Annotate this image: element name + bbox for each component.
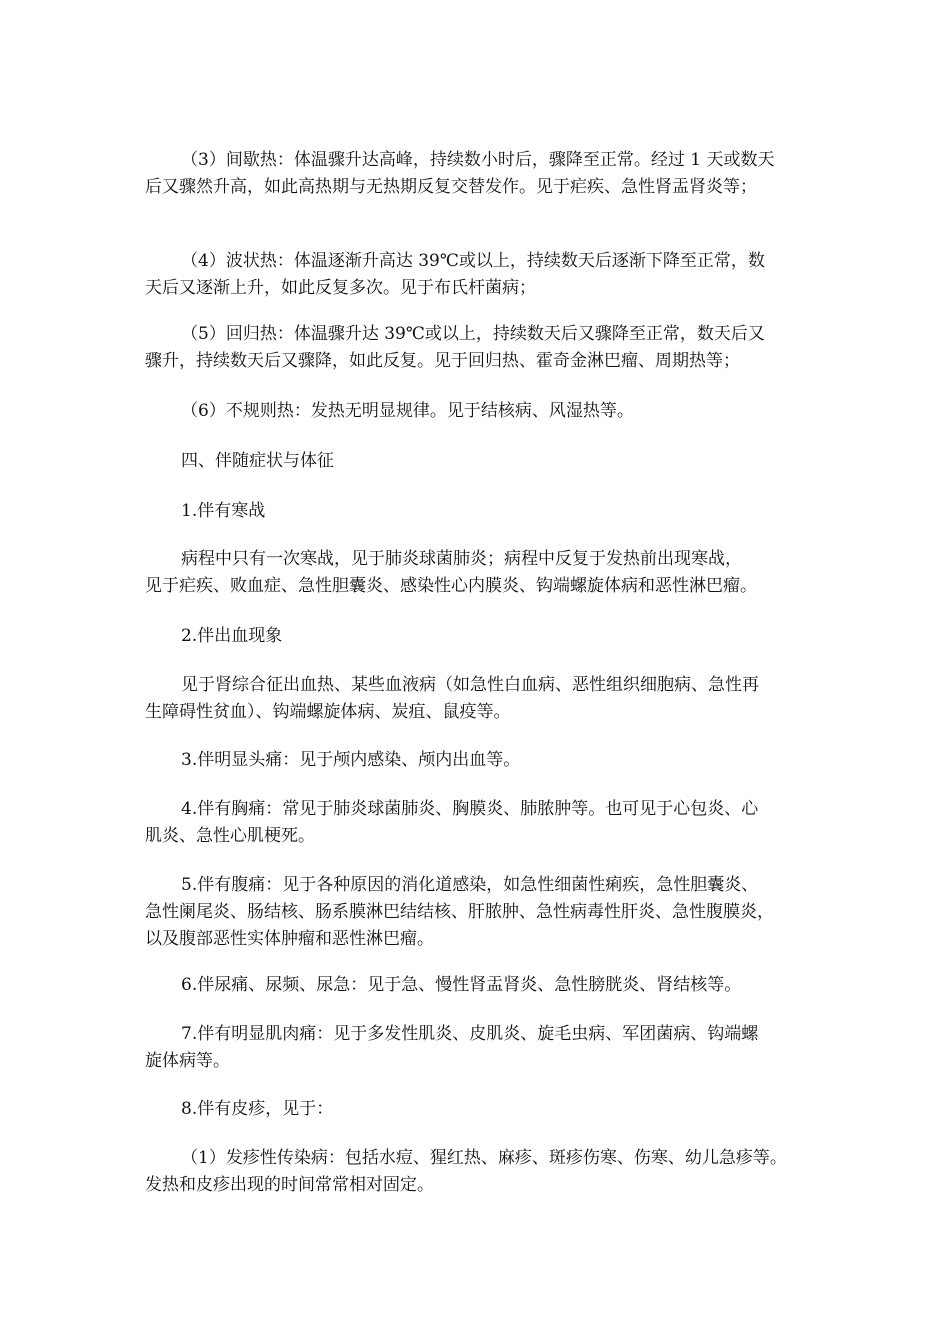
text-line: （5）回归热：体温骤升达 39℃或以上，持续数天后又骤降至正常，数天后又 [181,324,765,344]
text-line: 见于疟疾、败血症、急性胆囊炎、感染性心内膜炎、钩端螺旋体病和恶性淋巴瘤。 [145,576,757,596]
paragraph-muscle-pain [145,1021,810,1075]
paragraph-bleeding [145,672,810,726]
text-line: （4）波状热：体温逐渐升高达 39℃或以上，持续数天后逐渐下降至正常，数 [181,251,765,271]
paragraph-urinary [145,972,810,999]
text-line: 急性阑尾炎、肠结核、肠系膜淋巴结结核、肝脓肿、急性病毒性肝炎、急性腹膜炎， [145,902,774,922]
text-line: 3.伴明显头痛：见于颅内感染、颅内出血等。 [181,750,521,770]
subheading: 2.伴出血现象 [181,626,283,646]
text-line: 天后又逐渐上升，如此反复多次。见于布氏杆菌病； [145,278,536,298]
text-line: （3）间歇热：体温骤升达高峰，持续数小时后，骤降至正常。经过 1 天或数天 [181,150,775,170]
text-line: 见于肾综合征出血热、某些血液病（如急性白血病、恶性组织细胞病、急性再 [181,675,759,695]
subheading-chills [145,498,810,525]
text-line: 5.伴有腹痛：见于各种原因的消化道感染，如急性细菌性痢疾，急性胆囊炎、 [181,875,759,895]
text-line: 肌炎、急性心肌梗死。 [145,826,315,846]
section-heading: 四、伴随症状与体征 [181,451,334,471]
subheading-bleeding [145,623,810,650]
paragraph-headache [145,747,810,774]
paragraph-undulant-fever [145,248,810,302]
subheading: 8.伴有皮疹，见于： [181,1099,334,1119]
text-line: （1）发疹性传染病：包括水痘、猩红热、麻疹、斑疹伤寒、伤寒、幼儿急疹等。 [181,1148,787,1168]
text-line: 7.伴有明显肌肉痛：见于多发性肌炎、皮肌炎、旋毛虫病、军团菌病、钩端螺 [181,1024,759,1044]
paragraph-relapsing-fever [145,321,810,375]
text-line: 以及腹部恶性实体肿瘤和恶性淋巴瘤。 [145,929,434,949]
text-line: 旋体病等。 [145,1051,230,1071]
paragraph-chest-pain [145,796,810,850]
text-line: 骤升，持续数天后又骤降，如此反复。见于回归热、霍奇金淋巴瘤、周期热等； [145,351,740,371]
subheading-rash [145,1096,810,1123]
text-line: 4.伴有胸痛：常见于肺炎球菌肺炎、胸膜炎、肺脓肿等。也可见于心包炎、心 [181,799,759,819]
paragraph-chills [145,546,810,600]
text-line: （6）不规则热：发热无明显规律。见于结核病、风湿热等。 [181,401,634,421]
text-line: 发热和皮疹出现的时间常常相对固定。 [145,1175,434,1195]
paragraph-irregular-fever [145,398,810,425]
text-line: 后又骤然升高，如此高热期与无热期反复交替发作。见于疟疾、急性肾盂肾炎等； [145,177,757,197]
text-line: 病程中只有一次寒战，见于肺炎球菌肺炎；病程中反复于发热前出现寒战， [181,549,742,569]
paragraph-exanthematous-disease [145,1145,810,1199]
paragraph-abdominal-pain [145,872,810,953]
text-line: 生障碍性贫血）、钩端螺旋体病、炭疽、鼠疫等。 [145,702,511,722]
subheading: 1.伴有寒战 [181,501,266,521]
text-line: 6.伴尿痛、尿频、尿急：见于急、慢性肾盂肾炎、急性膀胱炎、肾结核等。 [181,975,742,995]
paragraph-intermittent-fever [145,147,810,201]
section-heading-accompanying-symptoms [145,448,810,475]
